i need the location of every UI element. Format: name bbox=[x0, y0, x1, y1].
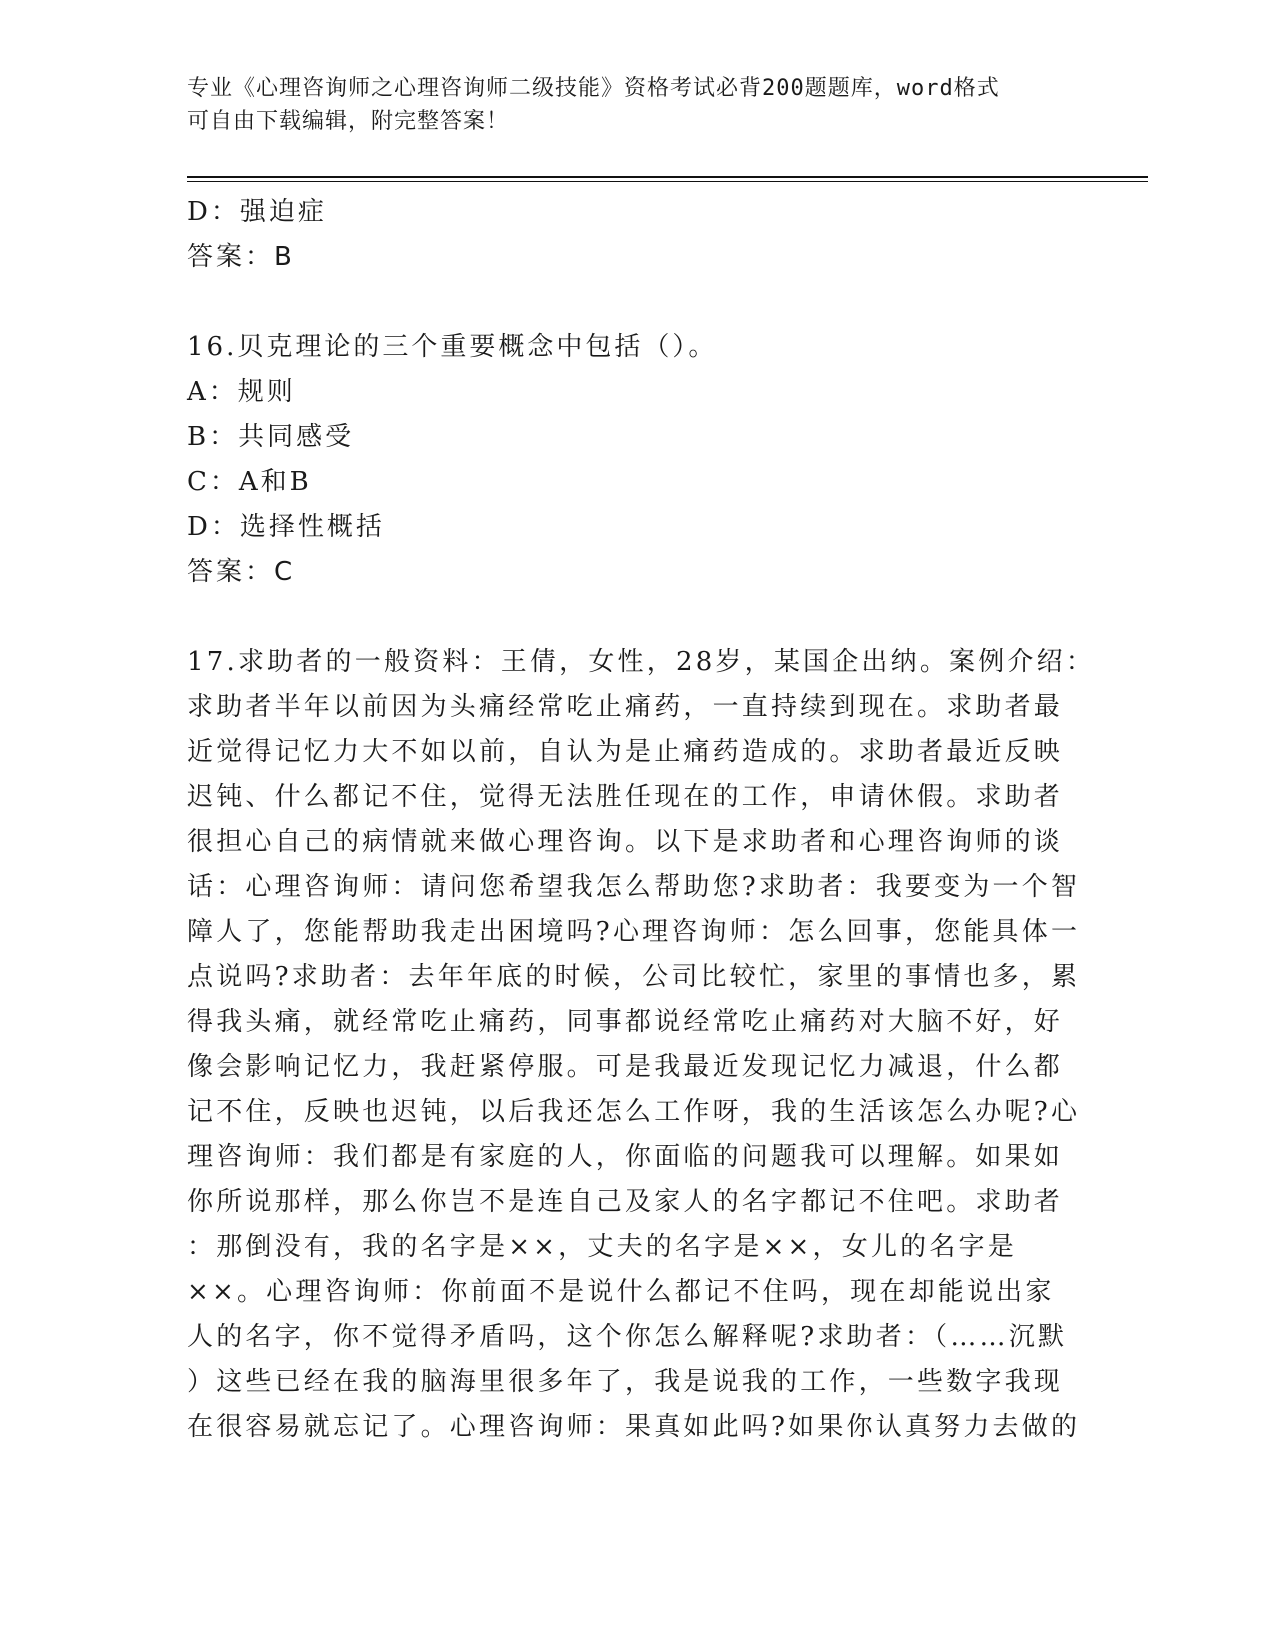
q17-line: 记不住，反映也迟钝，以后我还怎么工作呀，我的生活该怎么办呢?心 bbox=[187, 1097, 1081, 1127]
q15-option-d: D：强迫症 bbox=[187, 197, 327, 227]
q15-answer: 答案：B bbox=[187, 242, 295, 272]
question-16 bbox=[187, 325, 1077, 595]
page-header bbox=[187, 72, 1067, 138]
q16-option-a: A：规则 bbox=[187, 377, 296, 407]
question-17 bbox=[187, 640, 1096, 1450]
q16-answer: 答案：C bbox=[187, 557, 296, 587]
q17-line: 近觉得记忆力大不如以前，自认为是止痛药造成的。求助者最近反映 bbox=[187, 737, 1064, 767]
q16-question: 16.贝克理论的三个重要概念中包括（）。 bbox=[187, 332, 718, 362]
header-divider-thin bbox=[187, 181, 1148, 182]
question-15-tail bbox=[187, 190, 1077, 280]
q17-line: ）这些已经在我的脑海里很多年了，我是说我的工作，一些数字我现 bbox=[187, 1367, 1064, 1397]
q17-line: ××。心理咨询师：你前面不是说什么都记不住吗，现在却能说出家 bbox=[187, 1277, 1055, 1307]
document-body bbox=[187, 190, 1096, 1450]
header-divider-thick bbox=[187, 176, 1148, 178]
q17-line: ：那倒没有，我的名字是××，丈夫的名字是××，女儿的名字是 bbox=[187, 1232, 1017, 1262]
q17-line: 得我头痛，就经常吃止痛药，同事都说经常吃止痛药对大脑不好，好 bbox=[187, 1007, 1064, 1037]
spacer bbox=[187, 595, 1077, 640]
q16-option-b: B：共同感受 bbox=[187, 422, 355, 452]
q16-option-d: D：选择性概括 bbox=[187, 512, 385, 542]
q17-line: 点说吗?求助者：去年年底的时候，公司比较忙，家里的事情也多，累 bbox=[187, 962, 1081, 992]
q17-line: 求助者半年以前因为头痛经常吃止痛药，一直持续到现在。求助者最 bbox=[187, 692, 1064, 722]
q17-line: 像会影响记忆力，我赶紧停服。可是我最近发现记忆力减退，什么都 bbox=[187, 1052, 1064, 1082]
header-line-2: 可自由下载编辑，附完整答案！ bbox=[187, 109, 510, 134]
q17-line: 很担心自己的病情就来做心理咨询。以下是求助者和心理咨询师的谈 bbox=[187, 827, 1064, 857]
q17-line: 障人了，您能帮助我走出困境吗?心理咨询师：怎么回事，您能具体一 bbox=[187, 917, 1081, 947]
q17-line: 话：心理咨询师：请问您希望我怎么帮助您?求助者：我要变为一个智 bbox=[187, 872, 1081, 902]
q17-line: 迟钝、什么都记不住，觉得无法胜任现在的工作，申请休假。求助者 bbox=[187, 782, 1064, 812]
q17-line: 你所说那样，那么你岂不是连自己及家人的名字都记不住吧。求助者 bbox=[187, 1187, 1064, 1217]
spacer bbox=[187, 280, 1077, 325]
q17-line: 人的名字，你不觉得矛盾吗，这个你怎么解释呢?求助者：（……沉默 bbox=[187, 1322, 1068, 1352]
header-line-1: 专业《心理咨询师之心理咨询师二级技能》资格考试必背200题题库，word格式 bbox=[187, 76, 1000, 101]
q17-line: 在很容易就忘记了。心理咨询师：果真如此吗?如果你认真努力去做的 bbox=[187, 1412, 1081, 1442]
q17-line: 17.求助者的一般资料：王倩，女性，28岁，某国企出纳。案例介绍： bbox=[187, 647, 1096, 677]
q17-line: 理咨询师：我们都是有家庭的人，你面临的问题我可以理解。如果如 bbox=[187, 1142, 1064, 1172]
q16-option-c: C：A和B bbox=[187, 467, 312, 497]
